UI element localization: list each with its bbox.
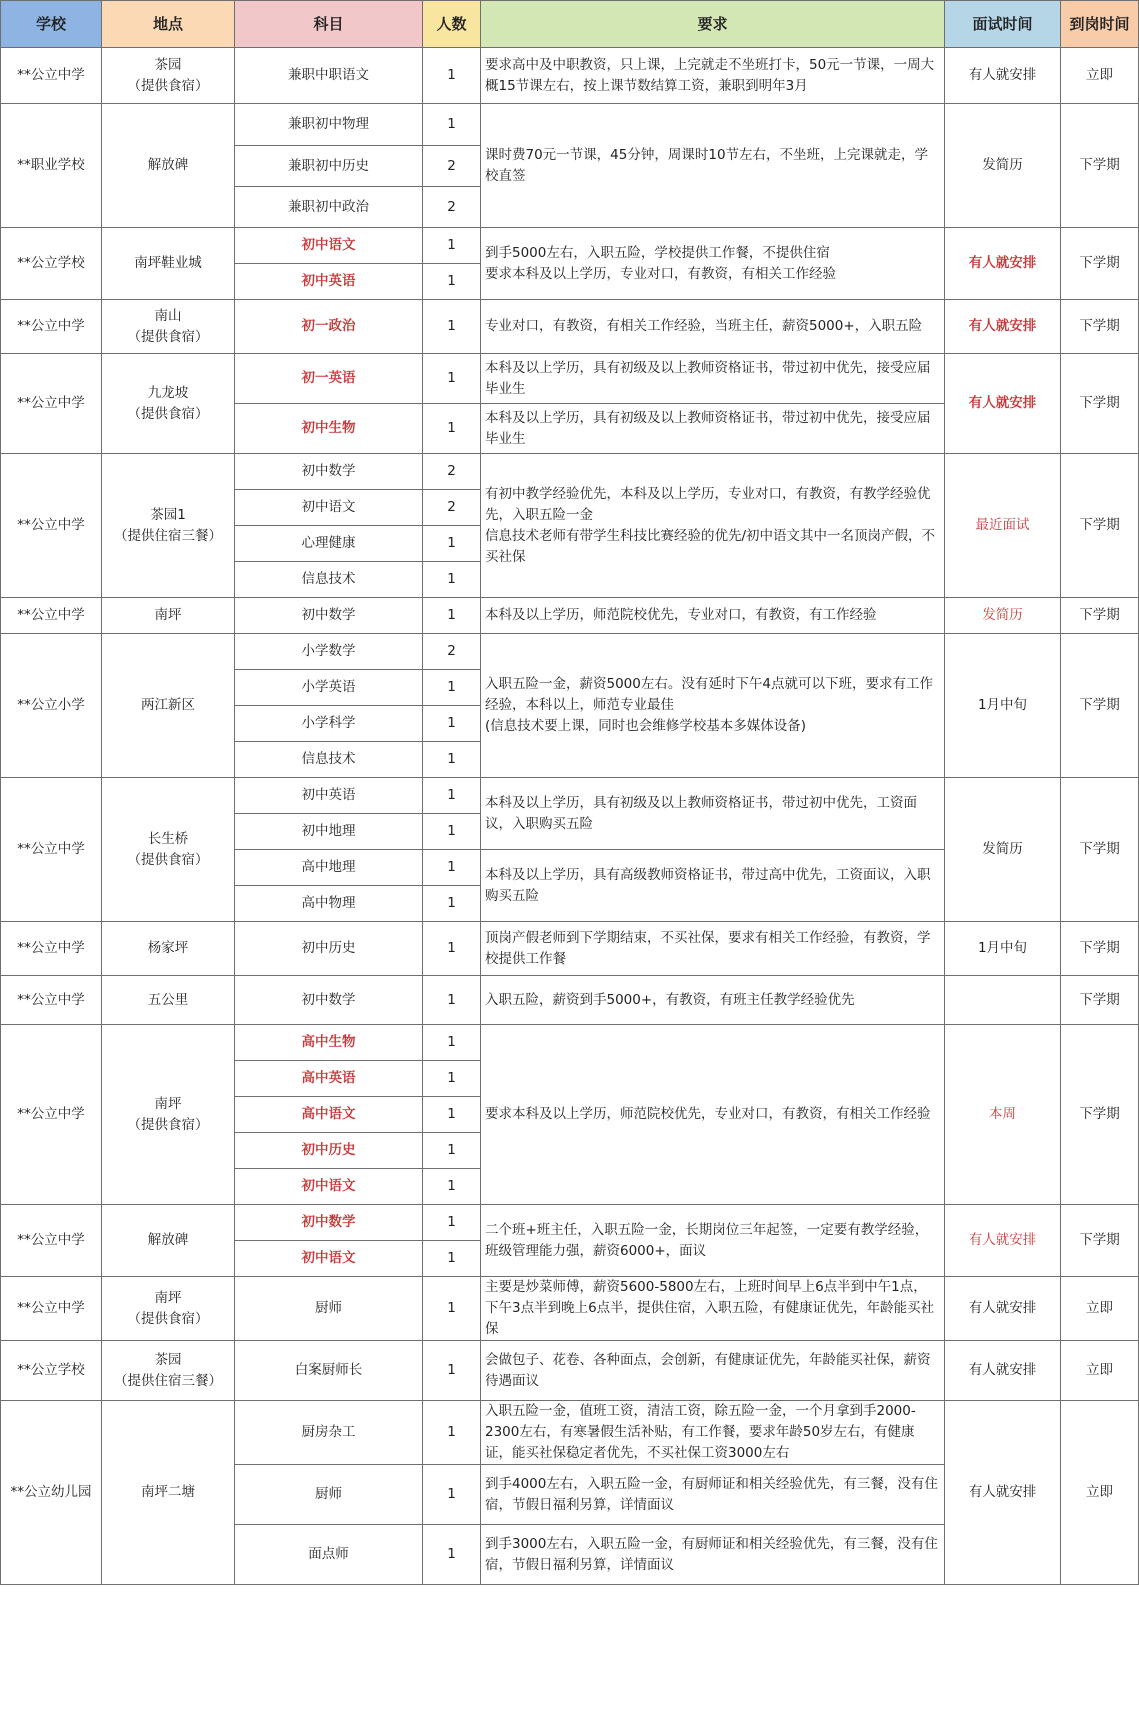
location-cell: 南坪 （提供食宿） [102, 1277, 235, 1341]
subject-cell: 高中生物 [235, 1025, 423, 1061]
school-cell: **公立学校 [1, 1341, 102, 1401]
subject-cell: 初一政治 [235, 300, 423, 354]
table-row [1, 354, 1139, 404]
subject-cell: 高中物理 [235, 886, 423, 922]
count-cell: 1 [423, 850, 481, 886]
requirement-cell: 到手5000左右，入职五险，学校提供工作餐，不提供住宿 要求本科及以上学历，专业对口，有教资，有相关工作经验 [481, 228, 945, 300]
count-cell: 1 [423, 48, 481, 104]
count-cell: 1 [423, 976, 481, 1025]
school-cell: **公立中学 [1, 1205, 102, 1277]
requirement-cell: 入职五险，薪资到手5000+，有教资，有班主任教学经验优先 [481, 976, 945, 1025]
interview-time-cell: 本周 [945, 1025, 1061, 1205]
count-cell: 1 [423, 526, 481, 562]
school-cell: **公立中学 [1, 598, 102, 634]
count-cell: 1 [423, 922, 481, 976]
requirement-cell: 顶岗产假老师到下学期结束，不买社保，要求有相关工作经验，有教资，学校提供工作餐 [481, 922, 945, 976]
start-time-cell: 下学期 [1061, 1205, 1139, 1277]
count-cell: 1 [423, 886, 481, 922]
school-cell: **公立中学 [1, 1025, 102, 1205]
count-cell: 1 [423, 104, 481, 146]
count-cell: 1 [423, 228, 481, 264]
table-row [1, 1277, 1139, 1341]
subject-cell: 厨房杂工 [235, 1401, 423, 1465]
table-row [1, 1341, 1139, 1401]
count-cell: 1 [423, 562, 481, 598]
location-cell: 茶园 （提供食宿） [102, 48, 235, 104]
table-row [1, 598, 1139, 634]
count-cell: 1 [423, 1061, 481, 1097]
count-cell: 1 [423, 1401, 481, 1465]
school-cell: **公立中学 [1, 300, 102, 354]
school-cell: **公立幼儿园 [1, 1401, 102, 1585]
subject-cell: 信息技术 [235, 742, 423, 778]
subject-cell: 高中地理 [235, 850, 423, 886]
count-cell: 1 [423, 1169, 481, 1205]
location-cell: 杨家坪 [102, 922, 235, 976]
location-cell: 南山 （提供食宿） [102, 300, 235, 354]
requirement-cell: 本科及以上学历，具有初级及以上教师资格证书，带过初中优先，工资面议，入职购买五险 [481, 778, 945, 850]
header-subject: 科目 [235, 1, 423, 48]
count-cell: 1 [423, 1525, 481, 1585]
subject-cell: 初中地理 [235, 814, 423, 850]
subject-cell: 厨师 [235, 1465, 423, 1525]
start-time-cell: 下学期 [1061, 922, 1139, 976]
table-body [1, 48, 1139, 1585]
requirement-cell: 本科及以上学历，师范院校优先，专业对口，有教资，有工作经验 [481, 598, 945, 634]
header-interview-time: 面试时间 [945, 1, 1061, 48]
interview-time-cell: 发简历 [945, 598, 1061, 634]
header-row [1, 1, 1139, 48]
requirement-cell: 到手4000左右，入职五险一金，有厨师证和相关经验优先，有三餐，没有住宿，节假日福利另算，详情面议 [481, 1465, 945, 1525]
location-cell: 茶园 （提供住宿三餐） [102, 1341, 235, 1401]
location-cell: 南坪 [102, 598, 235, 634]
count-cell: 2 [423, 634, 481, 670]
header-requirement: 要求 [481, 1, 945, 48]
location-cell: 南坪二塘 [102, 1401, 235, 1585]
count-cell: 1 [423, 598, 481, 634]
interview-time-cell: 最近面试 [945, 454, 1061, 598]
table-row [1, 1025, 1139, 1061]
requirement-cell: 到手3000左右，入职五险一金，有厨师证和相关经验优先，有三餐，没有住宿，节假日福利另算，详情面议 [481, 1525, 945, 1585]
interview-time-cell: 有人就安排 [945, 228, 1061, 300]
start-time-cell: 下学期 [1061, 354, 1139, 454]
interview-time-cell: 有人就安排 [945, 354, 1061, 454]
start-time-cell: 立即 [1061, 1401, 1139, 1585]
start-time-cell: 下学期 [1061, 778, 1139, 922]
table-row [1, 48, 1139, 104]
table-row [1, 976, 1139, 1025]
count-cell: 1 [423, 742, 481, 778]
school-cell: **公立中学 [1, 454, 102, 598]
school-cell: **职业学校 [1, 104, 102, 228]
count-cell: 1 [423, 1277, 481, 1341]
requirement-cell: 专业对口，有教资，有相关工作经验，当班主任，薪资5000+，入职五险 [481, 300, 945, 354]
subject-cell: 小学科学 [235, 706, 423, 742]
location-cell: 解放碑 [102, 104, 235, 228]
interview-time-cell: 有人就安排 [945, 300, 1061, 354]
subject-cell: 心理健康 [235, 526, 423, 562]
location-cell: 茶园1 （提供住宿三餐） [102, 454, 235, 598]
school-cell: **公立小学 [1, 634, 102, 778]
start-time-cell: 下学期 [1061, 634, 1139, 778]
table-row [1, 634, 1139, 670]
count-cell: 1 [423, 1341, 481, 1401]
interview-time-cell: 发简历 [945, 104, 1061, 228]
table-row [1, 1205, 1139, 1241]
count-cell: 1 [423, 1241, 481, 1277]
location-cell: 南坪 （提供食宿） [102, 1025, 235, 1205]
requirement-cell: 本科及以上学历，具有初级及以上教师资格证书，带过初中优先，接受应届毕业生 [481, 354, 945, 404]
subject-cell: 初中数学 [235, 1205, 423, 1241]
interview-time-cell: 有人就安排 [945, 1401, 1061, 1585]
count-cell: 2 [423, 490, 481, 526]
school-cell: **公立学校 [1, 228, 102, 300]
start-time-cell: 下学期 [1061, 228, 1139, 300]
table-row [1, 104, 1139, 146]
subject-cell: 初中数学 [235, 454, 423, 490]
start-time-cell: 下学期 [1061, 104, 1139, 228]
school-cell: **公立中学 [1, 778, 102, 922]
school-cell: **公立中学 [1, 922, 102, 976]
count-cell: 1 [423, 670, 481, 706]
subject-cell: 高中英语 [235, 1061, 423, 1097]
count-cell: 1 [423, 264, 481, 300]
subject-cell: 初一英语 [235, 354, 423, 404]
subject-cell: 面点师 [235, 1525, 423, 1585]
count-cell: 1 [423, 814, 481, 850]
subject-cell: 兼职初中物理 [235, 104, 423, 146]
count-cell: 1 [423, 1205, 481, 1241]
location-cell: 长生桥 （提供食宿） [102, 778, 235, 922]
school-cell: **公立中学 [1, 354, 102, 454]
table-row [1, 228, 1139, 264]
subject-cell: 小学数学 [235, 634, 423, 670]
count-cell: 1 [423, 778, 481, 814]
requirement-cell: 课时费70元一节课，45分钟，周课时10节左右，不坐班，上完课就走，学校直签 [481, 104, 945, 228]
table-row [1, 922, 1139, 976]
subject-cell: 初中数学 [235, 598, 423, 634]
requirement-cell: 要求本科及以上学历，师范院校优先，专业对口，有教资，有相关工作经验 [481, 1025, 945, 1205]
subject-cell: 初中语文 [235, 1241, 423, 1277]
subject-cell: 白案厨师长 [235, 1341, 423, 1401]
interview-time-cell: 发简历 [945, 778, 1061, 922]
subject-cell: 初中语文 [235, 1169, 423, 1205]
subject-cell: 初中数学 [235, 976, 423, 1025]
subject-cell: 初中语文 [235, 490, 423, 526]
interview-time-cell: 有人就安排 [945, 1341, 1061, 1401]
subject-cell: 初中历史 [235, 1133, 423, 1169]
count-cell: 2 [423, 146, 481, 187]
start-time-cell: 下学期 [1061, 300, 1139, 354]
count-cell: 1 [423, 706, 481, 742]
count-cell: 1 [423, 300, 481, 354]
location-cell: 两江新区 [102, 634, 235, 778]
interview-time-cell: 有人就安排 [945, 1205, 1061, 1277]
requirement-cell: 入职五险一金，值班工资，清洁工资，除五险一金，一个月拿到手2000-2300左右，有寒暑假生活补贴，有工作餐，要求年龄50岁左右，有健康证，能买社保稳定者优先，不买社保工资3000左右 [481, 1401, 945, 1465]
requirement-cell: 二个班+班主任，入职五险一金，长期岗位三年起签，一定要有教学经验，班级管理能力强，薪资6000+，面议 [481, 1205, 945, 1277]
subject-cell: 初中英语 [235, 264, 423, 300]
start-time-cell: 下学期 [1061, 1025, 1139, 1205]
start-time-cell: 立即 [1061, 1277, 1139, 1341]
table-row [1, 454, 1139, 490]
start-time-cell: 下学期 [1061, 454, 1139, 598]
count-cell: 1 [423, 404, 481, 454]
count-cell: 2 [423, 187, 481, 228]
subject-cell: 初中生物 [235, 404, 423, 454]
requirement-cell: 主要是炒菜师傅，薪资5600-5800左右，上班时间早上6点半到中午1点，下午3点半到晚上6点半，提供住宿，入职五险，有健康证优先，年龄能买社保 [481, 1277, 945, 1341]
requirement-cell: 要求高中及中职教资，只上课，上完就走不坐班打卡，50元一节课，一周大概15节课左右，按上课节数结算工资，兼职到明年3月 [481, 48, 945, 104]
subject-cell: 初中历史 [235, 922, 423, 976]
requirement-cell: 会做包子、花卷、各种面点，会创新，有健康证优先，年龄能买社保，薪资待遇面议 [481, 1341, 945, 1401]
header-count: 人数 [423, 1, 481, 48]
count-cell: 1 [423, 1133, 481, 1169]
requirement-cell: 有初中教学经验优先，本科及以上学历，专业对口，有教资，有教学经验优先，入职五险一金 信息技术老师有带学生科技比赛经验的优先/初中语文其中一名顶岗产假，不买社保 [481, 454, 945, 598]
subject-cell: 兼职初中历史 [235, 146, 423, 187]
location-cell: 九龙坡 （提供食宿） [102, 354, 235, 454]
subject-cell: 厨师 [235, 1277, 423, 1341]
location-cell: 五公里 [102, 976, 235, 1025]
requirement-cell: 本科及以上学历，具有高级教师资格证书，带过高中优先，工资面议，入职购买五险 [481, 850, 945, 922]
subject-cell: 初中英语 [235, 778, 423, 814]
school-cell: **公立中学 [1, 976, 102, 1025]
interview-time-cell: 1月中旬 [945, 922, 1061, 976]
start-time-cell: 下学期 [1061, 976, 1139, 1025]
school-cell: **公立中学 [1, 48, 102, 104]
header-location: 地点 [102, 1, 235, 48]
count-cell: 1 [423, 1025, 481, 1061]
subject-cell: 兼职中职语文 [235, 48, 423, 104]
interview-time-cell: 1月中旬 [945, 634, 1061, 778]
location-cell: 解放碑 [102, 1205, 235, 1277]
header-school: 学校 [1, 1, 102, 48]
table-row [1, 300, 1139, 354]
table-row [1, 1401, 1139, 1465]
start-time-cell: 下学期 [1061, 598, 1139, 634]
count-cell: 1 [423, 354, 481, 404]
subject-cell: 信息技术 [235, 562, 423, 598]
start-time-cell: 立即 [1061, 1341, 1139, 1401]
table-row [1, 778, 1139, 814]
interview-time-cell: 有人就安排 [945, 1277, 1061, 1341]
interview-time-cell: 有人就安排 [945, 48, 1061, 104]
requirement-cell: 入职五险一金，薪资5000左右。没有延时下午4点就可以下班，要求有工作经验，本科以上，师范专业最佳 (信息技术要上课，同时也会维修学校基本多媒体设备) [481, 634, 945, 778]
requirement-cell: 本科及以上学历，具有初级及以上教师资格证书，带过初中优先，接受应届毕业生 [481, 404, 945, 454]
count-cell: 1 [423, 1097, 481, 1133]
interview-time-cell [945, 976, 1061, 1025]
school-cell: **公立中学 [1, 1277, 102, 1341]
header-start-time: 到岗时间 [1061, 1, 1139, 48]
subject-cell: 高中语文 [235, 1097, 423, 1133]
subject-cell: 初中语文 [235, 228, 423, 264]
subject-cell: 小学英语 [235, 670, 423, 706]
location-cell: 南坪鞋业城 [102, 228, 235, 300]
subject-cell: 兼职初中政治 [235, 187, 423, 228]
count-cell: 2 [423, 454, 481, 490]
start-time-cell: 立即 [1061, 48, 1139, 104]
count-cell: 1 [423, 1465, 481, 1525]
